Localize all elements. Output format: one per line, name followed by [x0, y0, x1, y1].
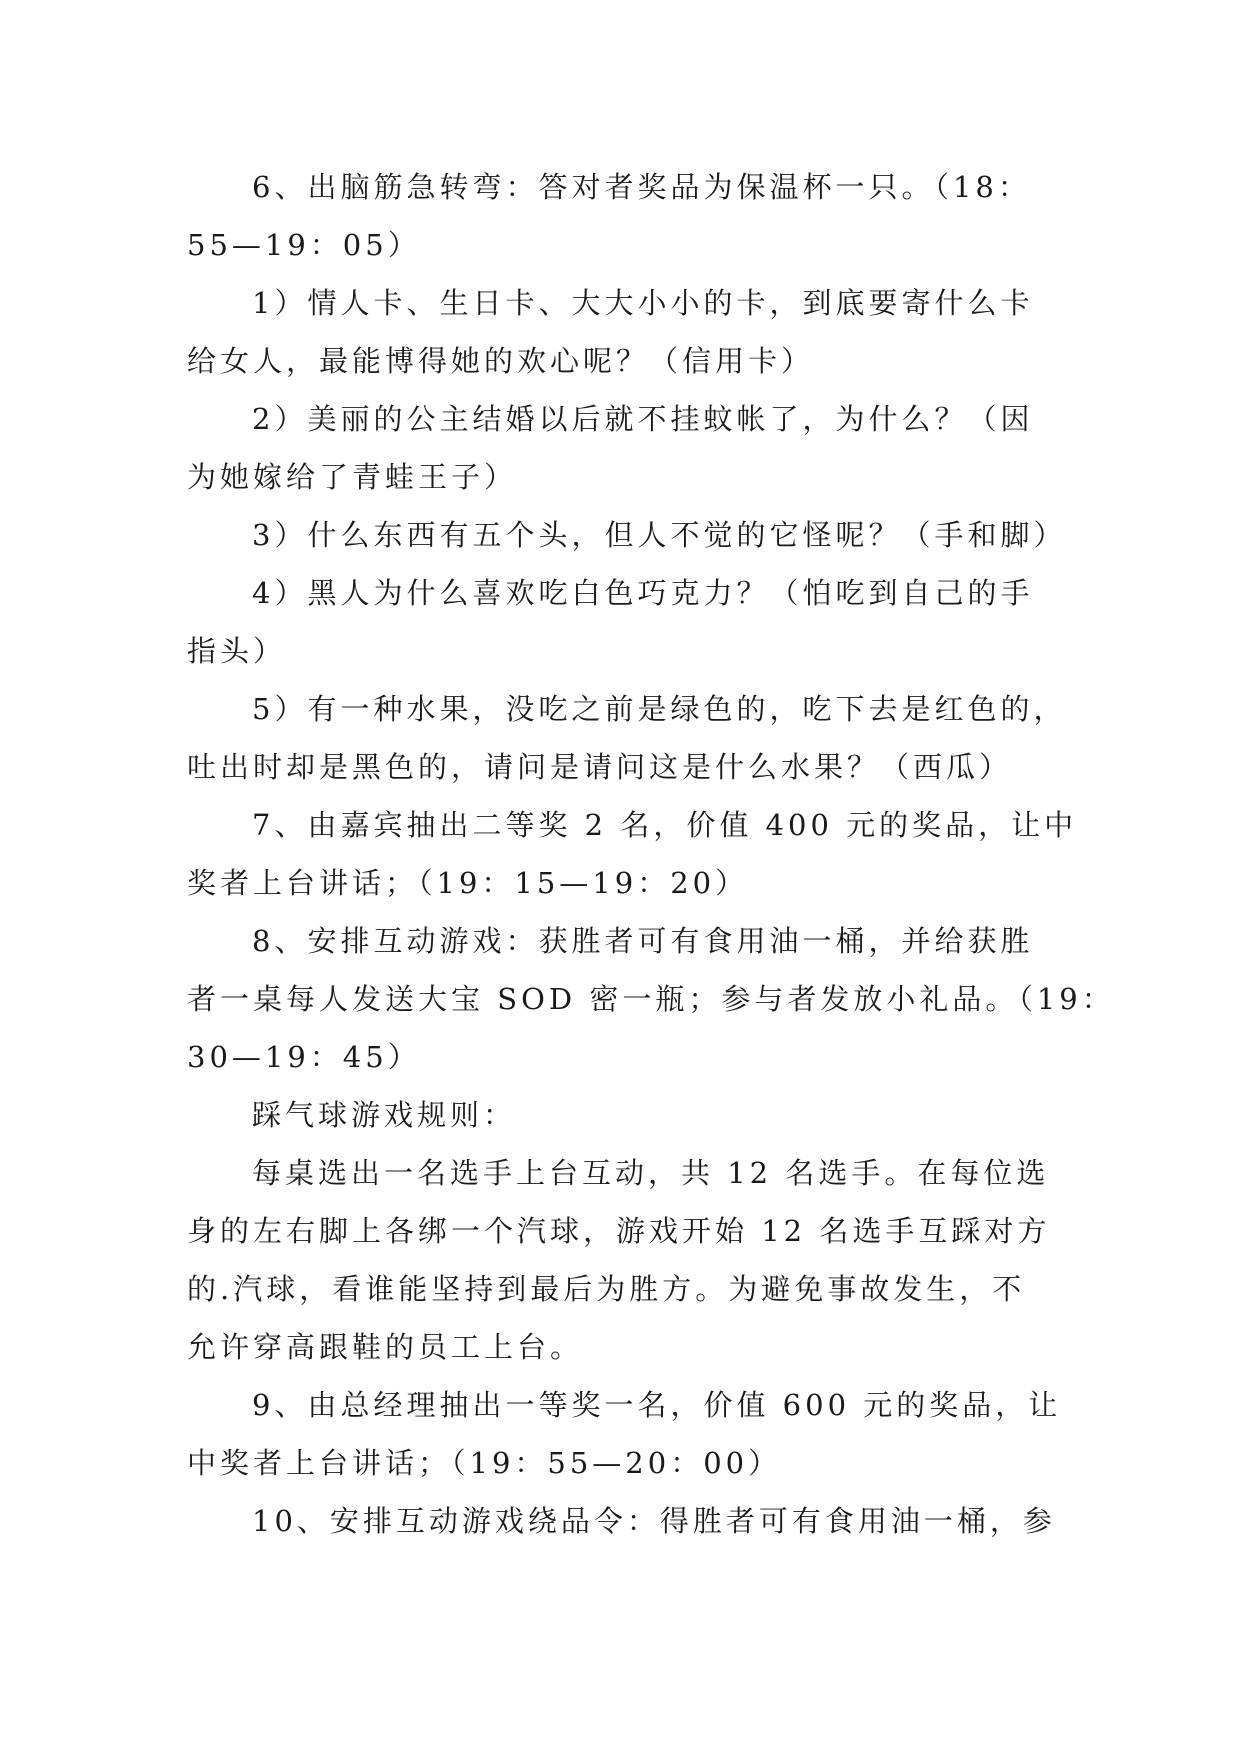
- document-body: [187, 158, 1115, 1550]
- text-line: 身的左右脚上各绑一个汽球，游戏开始 12 名选手互踩对方: [187, 1214, 1051, 1248]
- text-line: 每桌选出一名选手上台互动，共 12 名选手。在每位选: [252, 1156, 1050, 1190]
- text-line: 6、出脑筋急转弯：答对者奖品为保温杯一只。（18：: [252, 170, 1031, 204]
- text-line: 允许穿高跟鞋的员工上台。: [187, 1330, 584, 1364]
- text-line: 10、安排互动游戏绕品令：得胜者可有食用油一桶，参: [252, 1504, 1056, 1538]
- text-line: 1）情人卡、生日卡、大大小小的卡，到底要寄什么卡: [252, 286, 1034, 320]
- text-line: 指头）: [187, 634, 287, 668]
- text-line: 给女人，最能博得她的欢心呢？（信用卡）: [187, 344, 815, 378]
- text-line: 踩气球游戏规则：: [252, 1098, 517, 1132]
- text-line: 2）美丽的公主结婚以后就不挂蚊帐了，为什么？（因: [252, 402, 1034, 436]
- text-line: 为她嫁给了青蛙王子）: [187, 460, 518, 494]
- text-line: 吐出时却是黑色的，请问是请问这是什么水果？（西瓜）: [187, 750, 1013, 784]
- text-line: 30—19：45）: [187, 1040, 421, 1074]
- text-line: 55—19：05）: [187, 228, 421, 262]
- text-line: 8、安排互动游戏：获胜者可有食用油一桶，并给获胜: [252, 924, 1034, 958]
- text-line: 中奖者上台讲话；（19：55—20：00）: [187, 1446, 782, 1480]
- text-line: 3）什么东西有五个头，但人不觉的它怪呢？（手和脚）: [252, 518, 1067, 552]
- text-line: 9、由总经理抽出一等奖一名，价值 600 元的奖品，让: [252, 1388, 1062, 1422]
- text-line: 者一桌每人发送大宝 SOD 密一瓶；参与者发放小礼品。（19：: [187, 982, 1115, 1016]
- text-line: 奖者上台讲话；（19：15—19：20）: [187, 866, 749, 900]
- text-line: 5）有一种水果，没吃之前是绿色的，吃下去是红色的，: [252, 692, 1067, 726]
- text-line: 7、由嘉宾抽出二等奖 2 名，价值 400 元的奖品，让中: [252, 808, 1078, 842]
- text-line: 的.汽球，看谁能坚持到最后为胜方。为避免事故发生，不: [187, 1272, 1026, 1306]
- text-line: 4）黑人为什么喜欢吃白色巧克力？（怕吃到自己的手: [252, 576, 1034, 610]
